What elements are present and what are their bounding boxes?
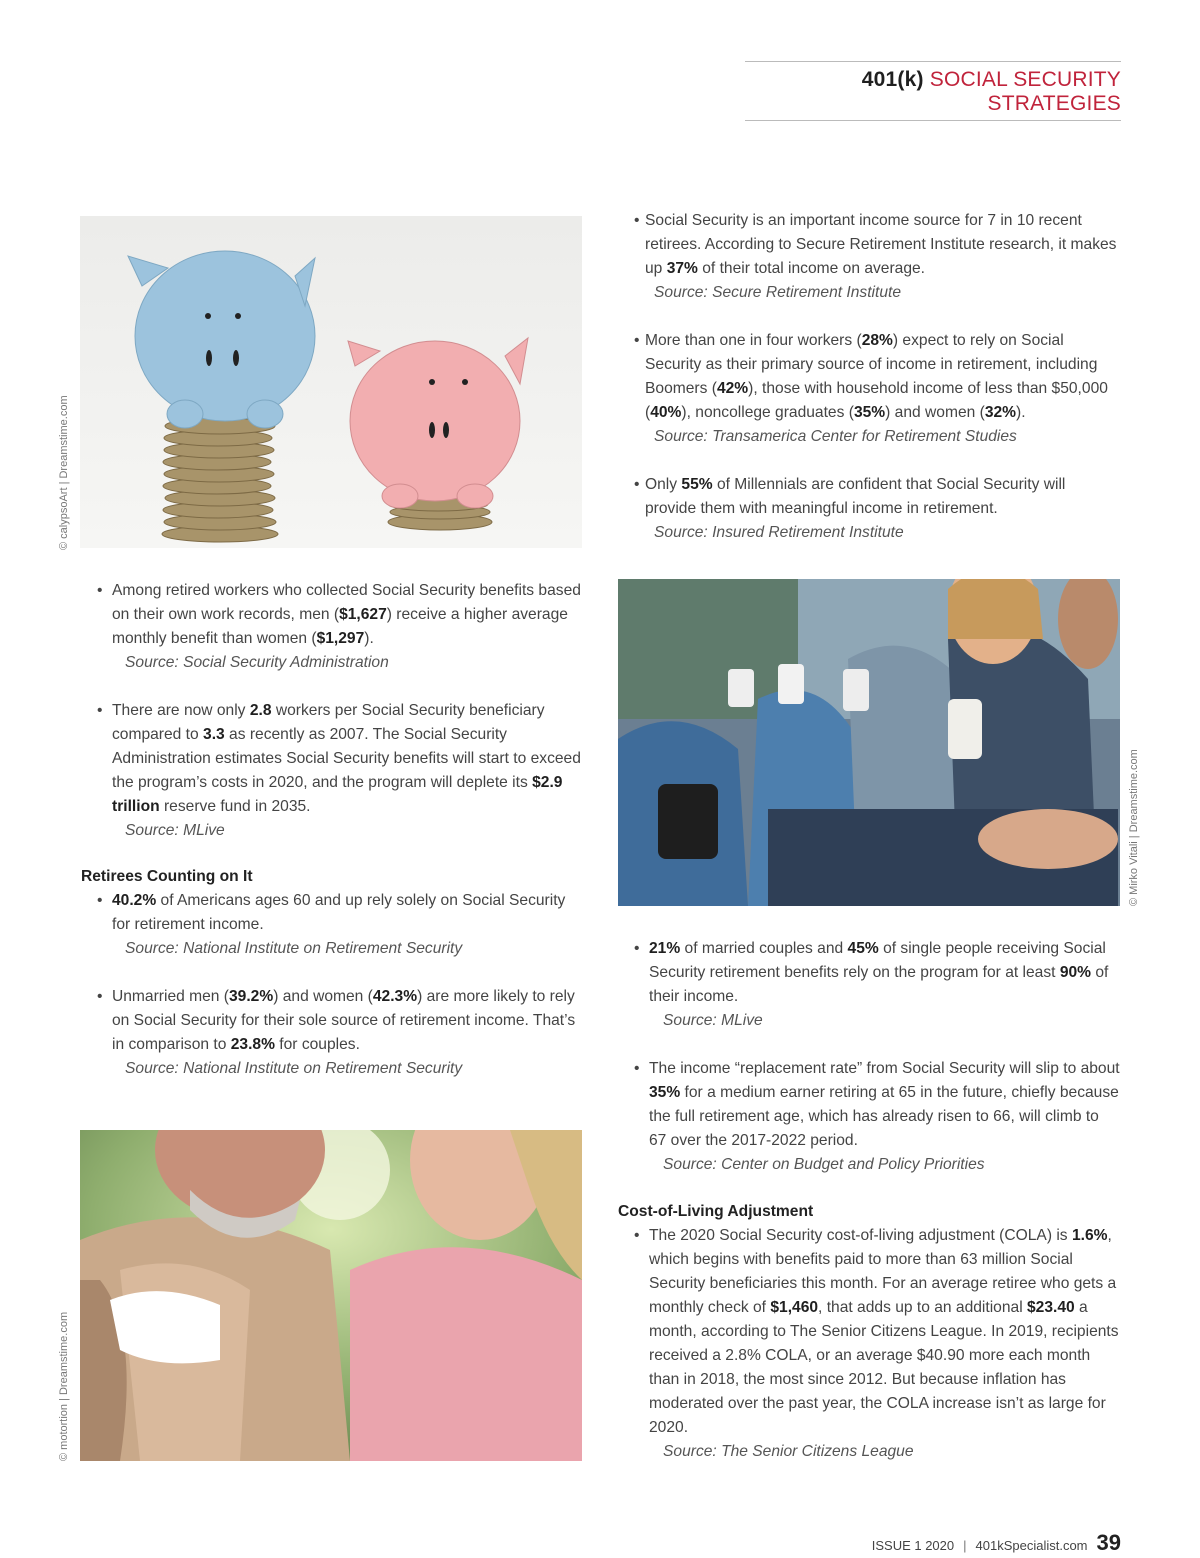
source-line: Source: The Senior Citizens League: [663, 1443, 914, 1460]
older-couple-photo: [80, 1130, 582, 1461]
header-brand: 401(k): [861, 68, 924, 91]
list-item: • More than one in four workers (28%) expect to rely on Social Security as their primary source of income in retirement, including Boomers (42%), those with household income of less than $50,000 (40%), noncollege graduates (35%) and women (32%).: [634, 329, 1120, 425]
list-item: • Among retired workers who collected Social Security benefits based on their own work records, men ($1,627) receive a higher average monthly benefit than women ($1,297).: [97, 579, 583, 651]
retirees-section: [81, 865, 583, 1081]
right-mid-column: [634, 937, 1120, 1177]
list-item: • 40.2% of Americans ages 60 and up rely solely on Social Security for retirement income.: [97, 889, 583, 937]
source-line: Source: Social Security Administration: [125, 654, 389, 671]
source-line: Source: Insured Retirement Institute: [654, 524, 904, 541]
source-line: Source: National Institute on Retirement Security: [125, 1060, 463, 1077]
list-item: • There are now only 2.8 workers per Social Security beneficiary compared to 3.3 as recently as 2007. The Social Security Administration estimates Social Security benefits will start to exceed the program’s costs in 2020, and the program will deplete its $2.9 trillion reserve fund in 2035.: [97, 699, 583, 819]
piggy-bank-photo: [80, 216, 582, 548]
list-item: • Social Security is an important income source for 7 in 10 recent retirees. According to Secure Retirement Institute research, it makes up 37% of their total income on average.: [634, 209, 1120, 281]
page-footer: [872, 1530, 1121, 1556]
source-line: Source: MLive: [125, 822, 225, 839]
left-text-column: [97, 579, 583, 843]
issue-label: ISSUE 1 2020: [871, 1538, 955, 1553]
photo-credit-couple: © motortion | Dreamstime.com: [58, 1311, 70, 1461]
list-item: • The 2020 Social Security cost-of-living adjustment (COLA) is 1.6%, which begins with benefits paid to more than 63 million Social Security beneficiaries this month. For an average retiree who gets a monthly check of $1,460, that adds up to an additional $23.40 a month, according to The Senior Citizens League. In 2019, recipients received a 2.8% COLA, or an average $40.90 more each month than in 2018, the most since 2012. But because inflation has moderated over the past year, the COLA increase isn’t as large for 2020.: [634, 1224, 1120, 1440]
list-item: • Only 55% of Millennials are confident that Social Security will provide them with meaningful income in retirement.: [634, 473, 1120, 521]
friends-with-phones-photo: [618, 579, 1120, 906]
source-line: Source: National Institute on Retirement Security: [125, 940, 463, 957]
list-item: • The income “replacement rate” from Social Security will slip to about 35% for a medium earner retiring at 65 in the future, chiefly because the full retirement age, which has already risen to 66, will climb to 67 over the 2017-2022 period.: [634, 1057, 1120, 1153]
site-link[interactable]: 401kSpecialist.com: [975, 1538, 1088, 1553]
photo-credit-friends: © Mirko Vitali | Dreamstime.com: [1128, 749, 1140, 906]
footer-separator: |: [963, 1538, 967, 1553]
header-section: SOCIAL SECURITY STRATEGIES: [923, 68, 1121, 115]
source-line: Source: Secure Retirement Institute: [654, 284, 902, 301]
source-line: Source: Transamerica Center for Retirement Studies: [654, 428, 1017, 445]
photo-credit-piggy: © calypsoArt | Dreamstime.com: [58, 395, 70, 550]
right-top-column: [634, 209, 1120, 545]
section-header: [745, 61, 1121, 121]
section-heading: Cost-of-Living Adjustment: [618, 1203, 814, 1220]
page-number: 39: [1096, 1530, 1121, 1555]
source-line: Source: Center on Budget and Policy Priorities: [663, 1156, 985, 1173]
cola-section: [618, 1200, 1120, 1464]
section-heading: Retirees Counting on It: [81, 868, 253, 885]
list-item: • 21% of married couples and 45% of single people receiving Social Security retirement benefits rely on the program for at least 90% of their income.: [634, 937, 1120, 1009]
source-line: Source: MLive: [663, 1012, 763, 1029]
list-item: • Unmarried men (39.2%) and women (42.3%) are more likely to rely on Social Security for their sole source of retirement income. That’s in comparison to 23.8% for couples.: [97, 985, 583, 1057]
